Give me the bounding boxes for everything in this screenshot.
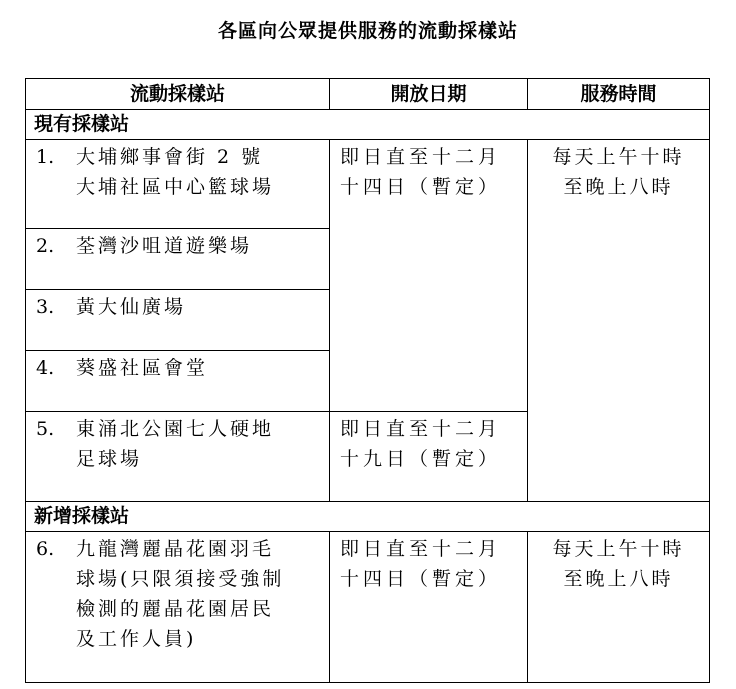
hours-line: 每天上午十時 <box>552 538 685 560</box>
site-name-line: 大埔鄉事會街 2 號 <box>76 146 264 168</box>
table-row <box>26 140 710 229</box>
hours-line: 至晚上八時 <box>563 568 674 590</box>
header-hours: 服務時間 <box>528 79 710 110</box>
site-name-line: 黃大仙廣場 <box>76 296 187 318</box>
section-row-existing <box>26 110 710 140</box>
hours-line: 至晚上八時 <box>563 176 674 198</box>
site-cell <box>26 140 330 229</box>
site-number: 3. <box>36 296 55 318</box>
date-line: 十四日（暫定） <box>340 176 502 198</box>
table-header-row <box>26 79 710 110</box>
date-line: 即日直至十二月 <box>340 146 502 168</box>
section-row-new <box>26 502 710 532</box>
site-number: 4. <box>36 357 55 379</box>
site-cell <box>26 351 330 412</box>
hours-cell <box>528 532 710 683</box>
site-cell <box>26 532 330 683</box>
section-new: 新增採樣站 <box>26 502 710 532</box>
date-line: 十九日（暫定） <box>340 448 502 470</box>
date-line: 十四日（暫定） <box>340 568 502 590</box>
site-name-line: 足球場 <box>76 448 143 470</box>
dates-cell <box>330 412 528 502</box>
site-number: 2. <box>36 235 55 257</box>
site-cell <box>26 290 330 351</box>
hours-cell <box>528 140 710 502</box>
header-site: 流動採樣站 <box>26 79 330 110</box>
date-line: 即日直至十二月 <box>340 538 502 560</box>
header-dates: 開放日期 <box>330 79 528 110</box>
dates-cell <box>330 140 528 412</box>
site-cell <box>26 229 330 290</box>
site-name-line: 東涌北公園七人硬地 <box>76 418 275 440</box>
section-existing: 現有採樣站 <box>26 110 710 140</box>
site-name-line: 及工作人員) <box>76 628 197 650</box>
site-name-line: 檢測的麗晶花園居民 <box>76 598 275 620</box>
page-title: 各區向公眾提供服務的流動採樣站 <box>217 20 518 42</box>
site-name-line: 球場(只限須接受強制 <box>76 568 285 590</box>
table-row <box>26 532 710 683</box>
hours-line: 每天上午十時 <box>552 146 685 168</box>
testing-stations-table <box>25 78 710 683</box>
site-name-line: 九龍灣麗晶花園羽毛 <box>76 538 275 560</box>
date-line: 即日直至十二月 <box>340 418 502 440</box>
site-cell <box>26 412 330 502</box>
site-number: 6. <box>36 538 55 560</box>
site-number: 5. <box>36 418 55 440</box>
site-number: 1. <box>36 146 55 168</box>
site-name-line: 葵盛社區會堂 <box>76 357 209 379</box>
dates-cell <box>330 532 528 683</box>
site-name-line: 大埔社區中心籃球場 <box>76 176 275 198</box>
site-name-line: 荃灣沙咀道遊樂場 <box>76 235 253 257</box>
